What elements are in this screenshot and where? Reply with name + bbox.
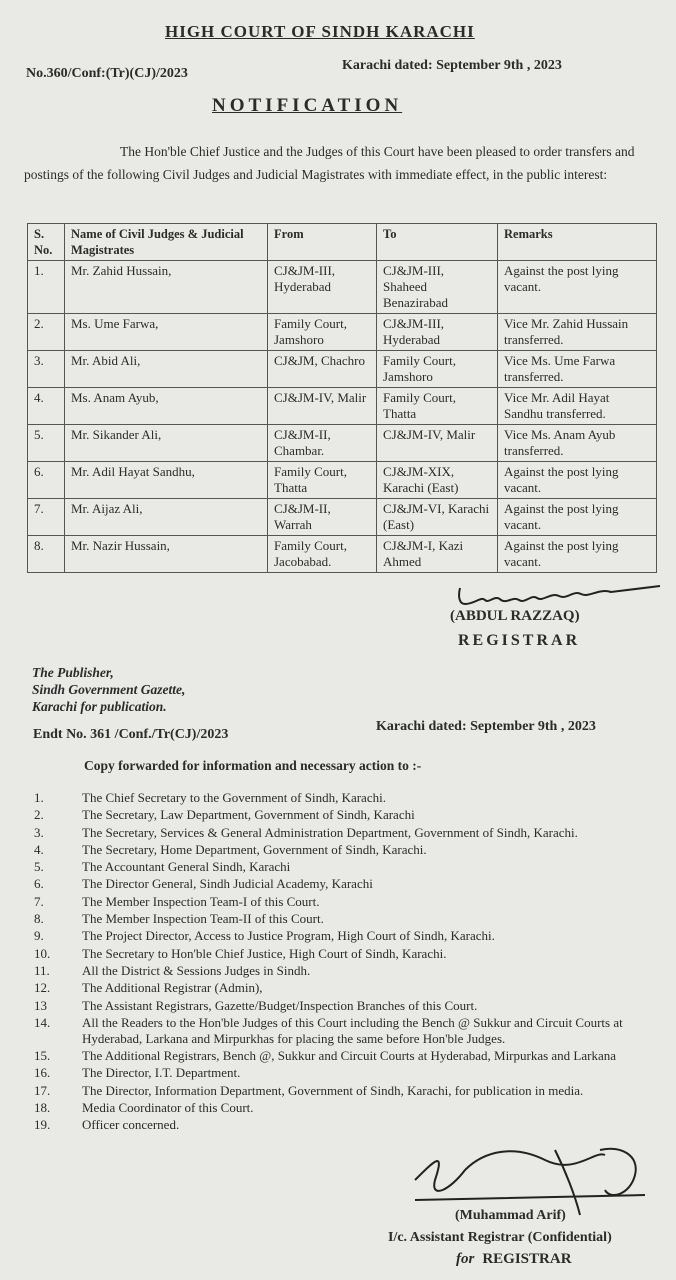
cell-sno: 5. [28, 425, 65, 462]
reference-number: No.360/Conf:(Tr)(CJ)/2023 [26, 66, 188, 81]
cell-to: Family Court, Jamshoro [377, 351, 498, 388]
cell-to: CJ&JM-XIX, Karachi (East) [377, 462, 498, 499]
list-item-text: The Secretary, Law Department, Government of Sindh, Karachi [82, 807, 415, 823]
cell-from: Family Court, Jamshoro [268, 314, 377, 351]
list-item-number: 2. [34, 807, 44, 823]
list-item-number: 12. [34, 980, 51, 996]
cell-sno: 8. [28, 536, 65, 573]
list-item-text: The Secretary, Home Department, Government of Sindh, Karachi. [82, 841, 427, 857]
list-item-number: 6. [34, 876, 44, 892]
list-item [0, 894, 676, 910]
header-sno: S. No. [28, 224, 65, 261]
list-item-number: 16. [34, 1065, 51, 1081]
cell-name: Ms. Anam Ayub, [65, 388, 268, 425]
publisher-line: Karachi for publication. [32, 699, 167, 714]
cell-from: CJ&JM-II, Warrah [268, 499, 377, 536]
list-item-text: Officer concerned. [82, 1117, 180, 1133]
for-registrar [456, 1251, 572, 1268]
cell-remarks: Against the post lying vacant. [498, 536, 657, 573]
list-item-number: 14. [34, 1014, 51, 1030]
list-item [0, 807, 676, 823]
list-item [0, 1048, 676, 1064]
cell-from: CJ&JM-III, Hyderabad [268, 261, 377, 314]
table-row [28, 425, 657, 462]
list-item-text: The Project Director, Access to Justice Program, High Court of Sindh, Karachi. [82, 928, 495, 944]
list-item-number: 8. [34, 911, 44, 927]
list-item-number: 3. [34, 824, 44, 840]
list-item [0, 911, 676, 927]
court-title: HIGH COURT OF SINDH KARACHI [165, 22, 475, 41]
list-item-number: 15. [34, 1048, 51, 1064]
list-item-number: 4. [34, 841, 44, 857]
cell-name: Mr. Adil Hayat Sandhu, [65, 462, 268, 499]
table-row [28, 351, 657, 388]
cell-remarks: Vice Mr. Adil Hayat Sandhu transferred. [498, 388, 657, 425]
assistant-registrar-name: (Muhammad Arif) [455, 1208, 566, 1223]
cell-sno: 6. [28, 462, 65, 499]
cell-remarks: Against the post lying vacant. [498, 462, 657, 499]
list-item-text: The Additional Registrar (Admin), [82, 980, 263, 996]
cell-to: CJ&JM-I, Kazi Ahmed [377, 536, 498, 573]
list-item-text: All the District & Sessions Judges in Sindh. [82, 962, 311, 978]
list-item-number: 9. [34, 928, 44, 944]
table-row [28, 388, 657, 425]
list-item-number: 7. [34, 893, 44, 909]
cell-from: CJ&JM-IV, Malir [268, 388, 377, 425]
cell-sno: 7. [28, 499, 65, 536]
cell-to: Family Court, Thatta [377, 388, 498, 425]
notification-heading: NOTIFICATION [212, 95, 403, 116]
cell-to: CJ&JM-IV, Malir [377, 425, 498, 462]
cell-name: Mr. Zahid Hussain, [65, 261, 268, 314]
for-word: for [456, 1251, 475, 1267]
cell-to: CJ&JM-III, Shaheed Benazirabad [377, 261, 498, 314]
publisher-line: The Publisher, [32, 665, 114, 680]
cell-from: CJ&JM-II, Chambar. [268, 425, 377, 462]
list-item [0, 790, 676, 806]
registrar-designation: REGISTRAR [458, 632, 581, 649]
cell-remarks: Vice Mr. Zahid Hussain transferred. [498, 314, 657, 351]
header-to: To [377, 224, 498, 261]
cell-remarks: Against the post lying vacant. [498, 261, 657, 314]
cell-remarks: Against the post lying vacant. [498, 499, 657, 536]
endorsement-number: Endt No. 361 /Conf./Tr(CJ)/2023 [33, 727, 229, 742]
publisher-address [32, 664, 185, 715]
list-item [0, 842, 676, 858]
list-item-number: 19. [34, 1117, 51, 1133]
table-row [28, 314, 657, 351]
list-item-text: The Accountant General Sindh, Karachi [82, 859, 291, 875]
list-item [0, 825, 676, 841]
list-item-number: 5. [34, 859, 44, 875]
list-item [0, 859, 676, 875]
cell-to: CJ&JM-VI, Karachi (East) [377, 499, 498, 536]
cell-sno: 3. [28, 351, 65, 388]
publisher-line: Sindh Government Gazette, [32, 682, 186, 697]
cell-remarks: Vice Ms. Anam Ayub transferred. [498, 425, 657, 462]
list-item-text: The Assistant Registrars, Gazette/Budget/Inspection Branches of this Court. [82, 997, 478, 1013]
table-row [28, 462, 657, 499]
header-name: Name of Civil Judges & Judicial Magistrates [65, 224, 268, 261]
list-item [0, 963, 676, 979]
list-item [0, 876, 676, 892]
list-item-text: The Director, Information Department, Government of Sindh, Karachi, for publication in media. [82, 1082, 584, 1098]
transfers-table [27, 223, 657, 573]
list-item [0, 998, 676, 1014]
cell-name: Mr. Abid Ali, [65, 351, 268, 388]
list-item [0, 946, 676, 962]
cell-from: Family Court, Jacobabad. [268, 536, 377, 573]
list-item [0, 980, 676, 996]
table-row [28, 536, 657, 573]
list-item [0, 1083, 676, 1099]
header-from: From [268, 224, 377, 261]
table-body [28, 261, 657, 573]
list-item-text: All the Readers to the Hon'ble Judges of this Court including the Bench @ Sukkur and Circuit Courts at Hyderabad, Larkana and Mirpurkhas for placing the same before Hon'ble Judges. [82, 1014, 623, 1046]
list-item-text: The Secretary to Hon'ble Chief Justice, High Court of Sindh, Karachi. [82, 945, 447, 961]
recipient-list [0, 790, 676, 1135]
list-item [0, 928, 676, 944]
cell-name: Mr. Aijaz Ali, [65, 499, 268, 536]
cell-to: CJ&JM-III, Hyderabad [377, 314, 498, 351]
cell-name: Ms. Ume Farwa, [65, 314, 268, 351]
header-remarks: Remarks [498, 224, 657, 261]
list-item-text: Media Coordinator of this Court. [82, 1100, 254, 1116]
notification-date: Karachi dated: September 9th , 2023 [342, 58, 562, 73]
list-item-text: The Director, I.T. Department. [82, 1065, 241, 1081]
list-item-number: 1. [34, 790, 44, 805]
assistant-registrar-designation: I/c. Assistant Registrar (Confidential) [388, 1230, 612, 1245]
list-item-number: 18. [34, 1100, 51, 1116]
list-item [0, 1015, 676, 1047]
list-item-number: 13 [34, 997, 47, 1013]
list-item-text: The Member Inspection Team-II of this Court. [82, 911, 324, 927]
cell-sno: 2. [28, 314, 65, 351]
cell-name: Mr. Nazir Hussain, [65, 536, 268, 573]
list-item-text: The Director General, Sindh Judicial Academy, Karachi [82, 876, 373, 892]
table-row [28, 499, 657, 536]
list-item-number: 17. [34, 1082, 51, 1098]
list-item-text: The Member Inspection Team-I of this Court. [82, 893, 320, 909]
list-item [0, 1100, 676, 1116]
list-item-text: The Additional Registrars, Bench @, Sukkur and Circuit Courts at Hyderabad, Mirpurkas and Larkana [82, 1048, 617, 1064]
list-item-number: 10. [34, 945, 51, 961]
table-row [28, 261, 657, 314]
notification-body: The Hon'ble Chief Justice and the Judges of this Court have been pleased to order transfers and postings of the following Civil Judges and Judicial Magistrates with immediate effect, in the public interest: [24, 144, 635, 182]
list-item-text: The Secretary, Services & General Administration Department, Government of Sindh, Karachi. [82, 824, 578, 840]
list-item [0, 1065, 676, 1081]
cell-remarks: Vice Ms. Ume Farwa transferred. [498, 351, 657, 388]
for-registrar-label: REGISTRAR [482, 1251, 572, 1267]
cell-name: Mr. Sikander Ali, [65, 425, 268, 462]
cell-from: Family Court, Thatta [268, 462, 377, 499]
list-item-number: 11. [34, 962, 50, 978]
endorsement-date: Karachi dated: September 9th , 2023 [376, 719, 596, 734]
cell-sno: 4. [28, 388, 65, 425]
copy-forwarded-heading: Copy forwarded for information and necessary action to :- [84, 758, 422, 773]
list-item-text: The Chief Secretary to the Government of Sindh, Karachi. [82, 790, 386, 805]
registrar-name: (ABDUL RAZZAQ) [450, 608, 580, 624]
list-item [0, 1117, 676, 1133]
cell-from: CJ&JM, Chachro [268, 351, 377, 388]
cell-sno: 1. [28, 261, 65, 314]
table-header-row [28, 224, 657, 261]
